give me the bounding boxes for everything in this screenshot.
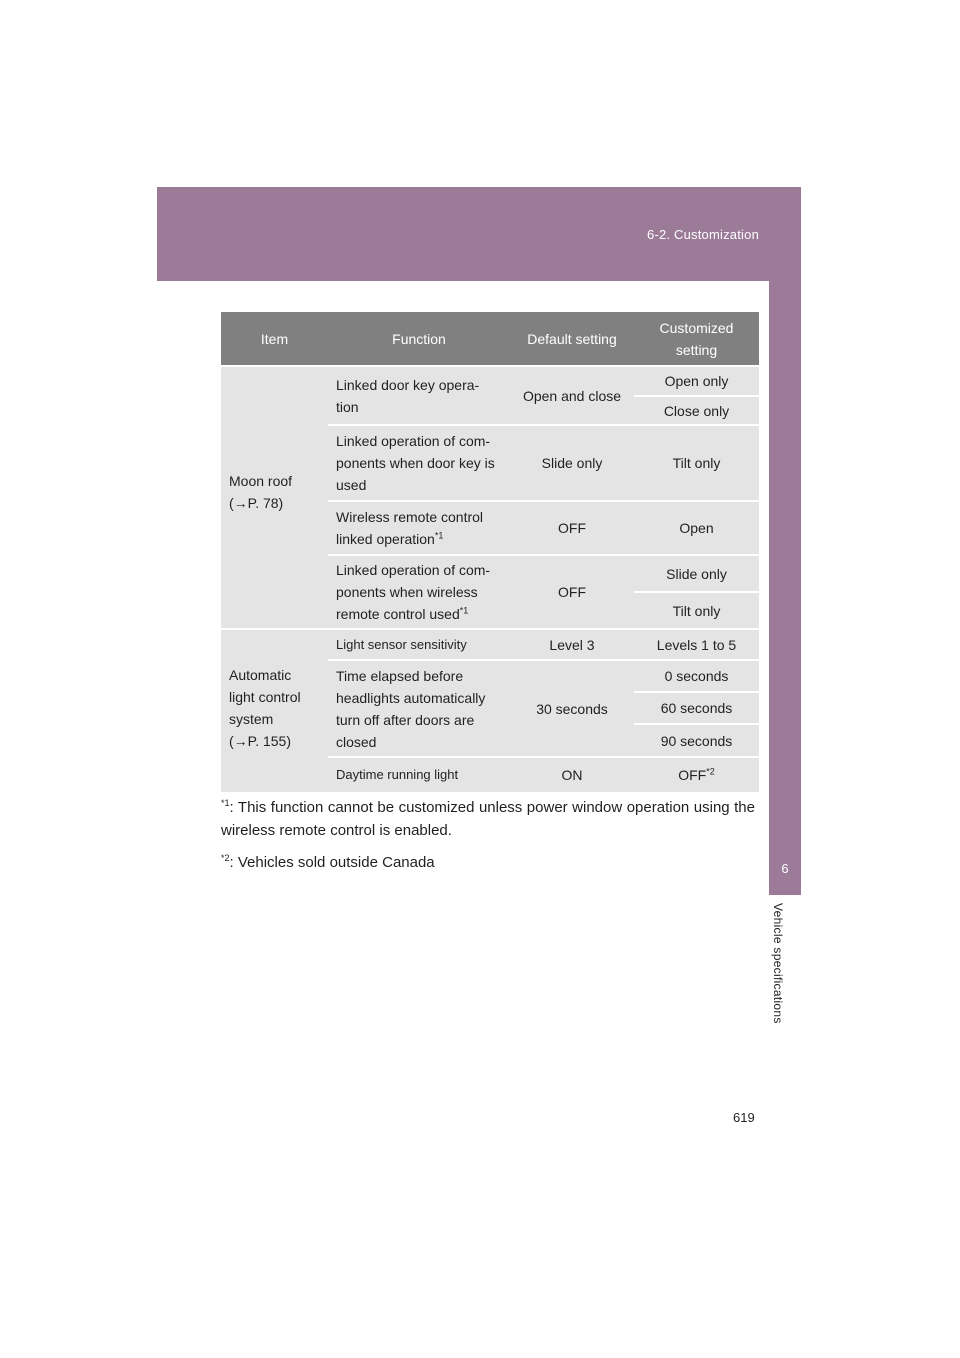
header-default-setting: Default setting [510,312,634,365]
function-daytime-running-light: Daytime running light [328,758,510,792]
footnote-mark: *1 [434,530,444,541]
function-wireless-remote-linked [328,502,510,554]
chapter-tab [769,281,801,895]
default-linked-operation-door-key: Slide only [510,426,634,500]
custom-close-only: Close only [634,397,759,424]
chapter-label: Vehicle specifications [771,903,785,1024]
custom-0-seconds: 0 seconds [634,661,759,691]
footnote-2-text: : Vehicles sold outside Canada [229,854,435,871]
function-light-sensor-sensitivity: Light sensor sensitivity [328,630,510,659]
item-name: Moon roof [229,473,293,489]
custom-levels-1-to-5: Levels 1 to 5 [634,630,759,659]
default-light-sensor-sensitivity: Level 3 [510,630,634,659]
header-function: Function [328,312,510,365]
footnote-1-mark: *1 [221,798,230,808]
item-moon-roof [221,367,328,628]
footnote-2 [221,851,435,874]
chapter-number: 6 [781,861,789,876]
custom-60-seconds: 60 seconds [634,693,759,723]
default-linked-door-key: Open and close [510,367,634,424]
custom-open: Open [634,502,759,554]
footnote-mark: *1 [459,605,469,616]
function-time-elapsed: Time elapsed before headlights automatically turn off after doors are closed [328,661,510,756]
function-linked-operation-wireless [328,556,510,628]
item-automatic-light-control [221,630,328,792]
custom-open-only: Open only [634,367,759,395]
item-name: Automatic light control system [229,667,301,727]
custom-tilt-only-2: Tilt only [634,593,759,628]
default-daytime-running-light: ON [510,758,634,792]
page-number: 619 [733,1110,755,1125]
default-time-elapsed: 30 seconds [510,661,634,756]
item-page-ref: (→P. 155) [229,733,291,749]
section-title: 6-2. Customization [647,227,759,242]
custom-value: OFF [678,767,707,783]
function-linked-operation-door-key: Linked operation of com- ponents when door key is used [328,426,510,500]
default-linked-operation-wireless: OFF [510,556,634,628]
item-page-ref: (→P. 78) [229,495,284,511]
function-text: Wireless remote control linked operation [336,509,484,547]
section-header-band [157,187,801,281]
footnote-2-mark: *2 [221,853,230,863]
footnote-1 [221,796,755,842]
custom-off [634,758,759,792]
custom-90-seconds: 90 seconds [634,725,759,756]
custom-slide-only: Slide only [634,556,759,591]
function-linked-door-key: Linked door key opera- tion [328,367,510,424]
footnote-1-text: : This function cannot be customized unless power window operation using the wireless remote control is enabled. [221,799,755,839]
header-customized-setting: Customized setting [634,312,759,365]
footnote-mark: *2 [706,766,715,777]
header-item: Item [221,312,328,365]
function-text: Linked operation of com- ponents when wireless remote control used [336,562,491,622]
custom-tilt-only: Tilt only [634,426,759,500]
default-wireless-remote-linked: OFF [510,502,634,554]
